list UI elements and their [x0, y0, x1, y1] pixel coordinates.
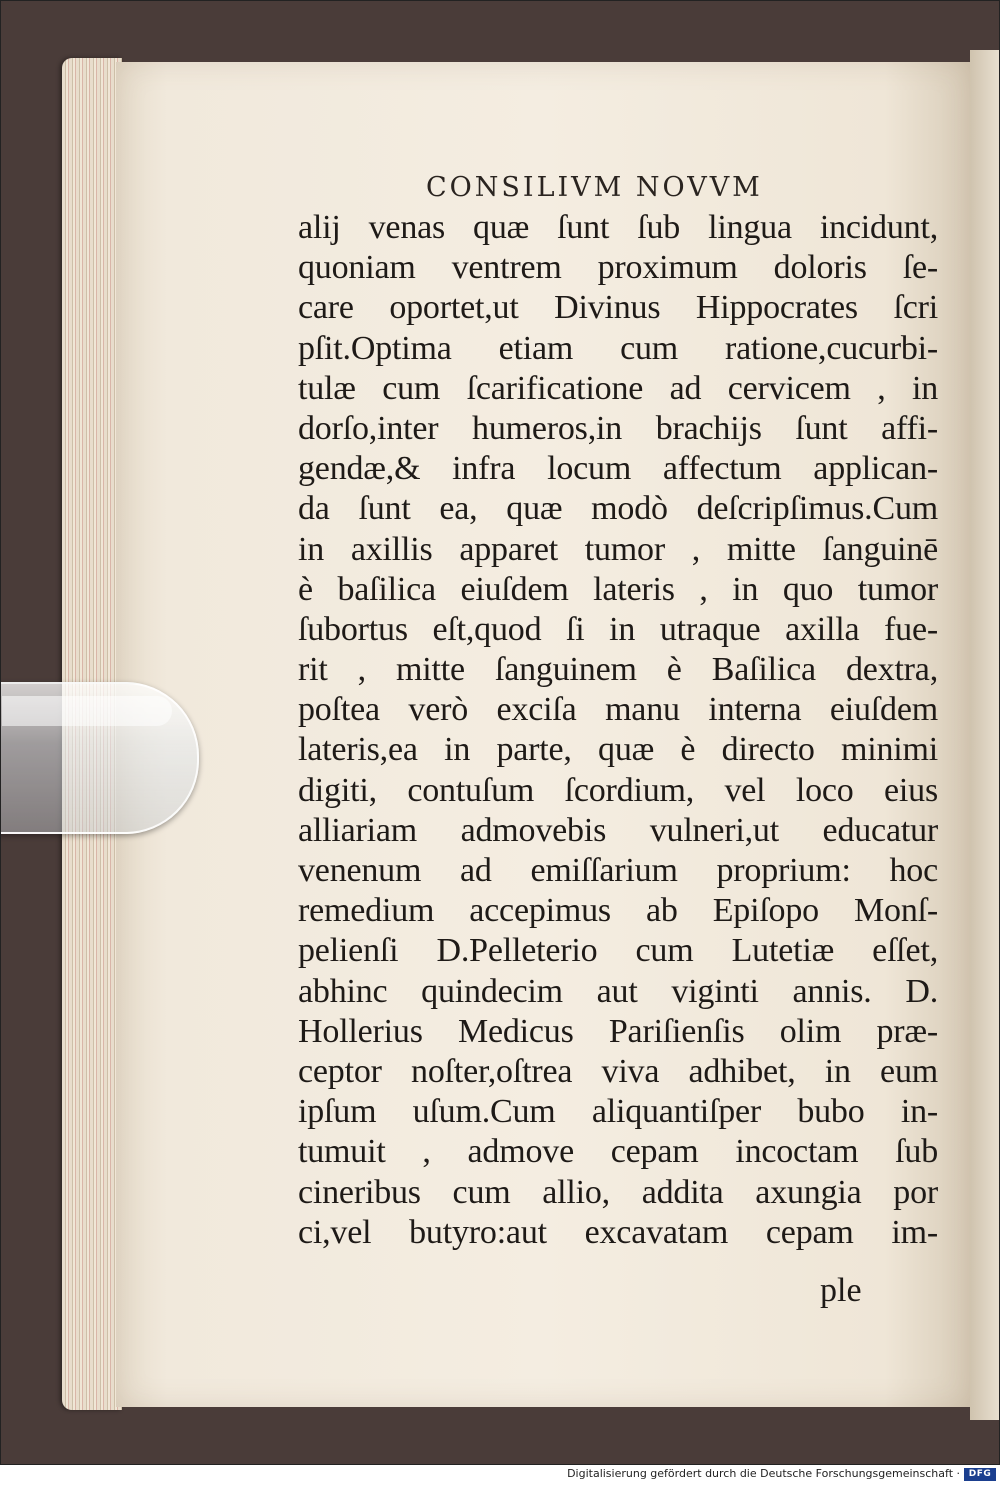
text-line: ceptor noſter,oſtrea viva adhibet, in eum	[298, 1052, 938, 1090]
footer-credit: Digitalisierung gefördert durch die Deutsche Forschungsgemeinschaft ·	[567, 1467, 960, 1480]
facing-page-edge	[970, 50, 1000, 1420]
text-line: è baſilica eiuſdem lateris , in quo tumor	[298, 570, 938, 608]
text-line: in axillis apparet tumor , mitte ſanguinē	[298, 530, 938, 568]
dfg-logo[interactable]: DFG	[964, 1468, 996, 1481]
text-line: alliariam admovebis vulneri,ut educatur	[298, 811, 938, 849]
text-line: venenum ad emiſſarium proprium: hoc	[298, 852, 938, 889]
text-line: tulæ cum ſcarificatione ad cervicem , in	[298, 369, 938, 407]
text-line: remedium accepimus ab Epiſopo Monſ-	[298, 892, 938, 930]
catchword: ple	[820, 1272, 862, 1309]
text-block	[298, 208, 938, 1253]
text-line: ci,vel butyro:aut excavatam cepam im-	[298, 1213, 938, 1251]
text-line: lateris,ea in parte, quæ è directo minimi	[298, 731, 938, 769]
text-line: care oportet,ut Divinus Hippocrates ſcri	[298, 289, 938, 327]
text-line: pelienſi D.Pelleterio cum Lutetiæ eſſet,	[298, 932, 938, 970]
footer-bar	[0, 1465, 1000, 1485]
text-line: gendæ,& infra locum affectum applican-	[298, 450, 938, 488]
text-line: quoniam ventrem proximum doloris ſe-	[298, 249, 938, 287]
text-line: dorſo,inter humeros,in brachijs ſunt affi-	[298, 409, 938, 447]
text-line: rit , mitte ſanguinem è Baſilica dextra,	[298, 651, 938, 689]
text-line: cineribus cum allio, addita axungia por	[298, 1173, 938, 1211]
text-line: alij venas quæ ſunt ſub lingua incidunt,	[298, 209, 938, 246]
text-line: digiti, contuſum ſcordium, vel loco eius	[298, 771, 938, 809]
text-line: Hollerius Medicus Pariſienſis olim præ-	[298, 1012, 938, 1050]
running-head: CONSILIVM NOVVM	[426, 172, 763, 203]
page-holder-clip	[0, 682, 199, 834]
text-line: da ſunt ea, quæ modò deſcripſimus.Cum	[298, 490, 938, 528]
text-line: poſtea verò exciſa manu interna eiuſdem	[298, 691, 938, 729]
text-line: ipſum uſum.Cum aliquantiſper bubo in-	[298, 1093, 938, 1131]
text-line: tumuit , admove cepam incoctam ſub	[298, 1133, 938, 1171]
text-line: abhinc quindecim aut viginti annis. D.	[298, 972, 938, 1010]
text-line: pſit.Optima etiam cum ratione,cucurbi-	[298, 329, 938, 367]
text-line: ſubortus eſt,quod ſi in utraque axilla fue-	[298, 610, 938, 648]
